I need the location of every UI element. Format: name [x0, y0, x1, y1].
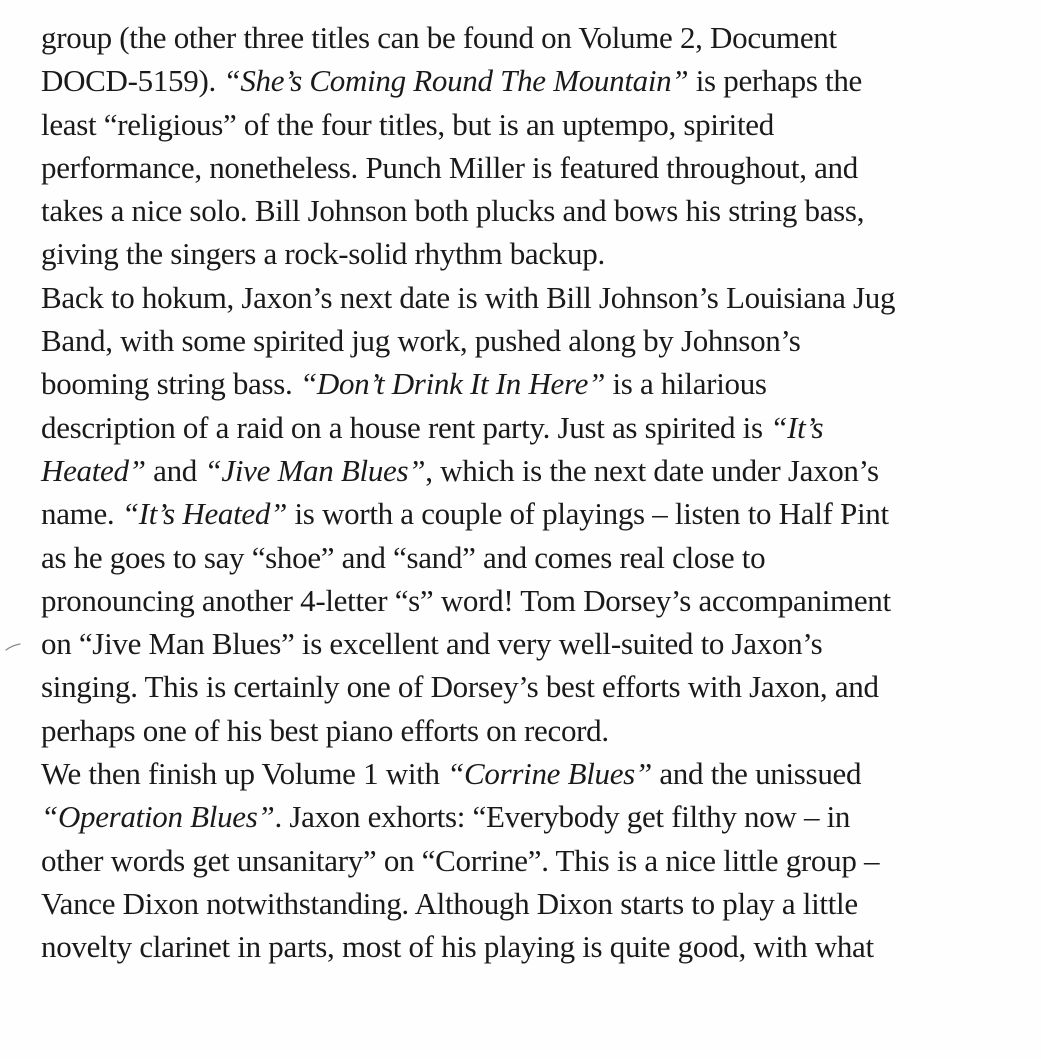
text-line — [41, 665, 1016, 708]
body-text — [41, 16, 1016, 969]
margin-pencil-mark-icon — [4, 641, 26, 653]
body-text-segment: Back to hokum, Jaxon’s next date is with Bill Johnson’s Louisiana Jug — [41, 279, 896, 315]
italic-title-text: “Jive Man Blues” — [204, 452, 426, 488]
text-line — [41, 232, 1016, 275]
body-text-segment: pronouncing another 4-letter “s” word! Tom Dorsey’s accompaniment — [41, 582, 891, 618]
text-line — [41, 709, 1016, 752]
italic-title-text: “Operation Blues” — [41, 799, 275, 835]
text-line — [41, 622, 1016, 665]
body-text-segment: group (the other three titles can be found on Volume 2, Document — [41, 20, 837, 55]
text-line — [41, 319, 1016, 362]
text-line — [41, 449, 1016, 492]
text-line — [41, 103, 1016, 146]
body-text-segment: name. — [41, 496, 122, 532]
body-text-segment: is a hilarious — [605, 366, 767, 402]
body-text-segment: , which is the next date under Jaxon’s — [425, 452, 879, 488]
text-line — [41, 362, 1016, 405]
text-line — [41, 579, 1016, 622]
italic-title-text: “Don’t Drink It In Here” — [299, 366, 606, 402]
body-text-segment: and — [145, 452, 205, 488]
body-text-segment: perhaps one of his best piano efforts on record. — [41, 712, 609, 748]
body-text-segment: Vance Dixon notwithstanding. Although Dixon starts to play a little — [41, 885, 858, 921]
text-line — [41, 406, 1016, 449]
text-line — [41, 925, 1016, 968]
text-line — [41, 16, 1016, 59]
text-line — [41, 882, 1016, 925]
body-text-segment: and the unissued — [651, 756, 862, 792]
body-text-segment: is worth a couple of playings – listen to Half Pint — [287, 496, 889, 532]
body-text-segment: is perhaps the — [688, 63, 863, 99]
italic-title-text: “It’s — [770, 409, 824, 445]
body-text-segment: giving the singers a rock-solid rhythm backup. — [41, 236, 605, 272]
text-line — [41, 752, 1016, 795]
body-text-segment: novelty clarinet in parts, most of his playing is quite good, with what — [41, 929, 874, 965]
body-text-segment: DOCD-5159). — [41, 63, 224, 99]
body-text-segment: . Jaxon exhorts: “Everybody get filthy now – in — [274, 799, 851, 835]
italic-title-text: “She’s Coming Round The Mountain” — [223, 63, 689, 99]
text-line — [41, 492, 1016, 535]
body-text-segment: other words get unsanitary” on “Corrine”. This is a nice little group – — [41, 842, 880, 878]
italic-title-text: “Corrine Blues” — [447, 756, 652, 792]
italic-title-text: “It’s Heated” — [121, 496, 288, 532]
body-text-segment: singing. This is certainly one of Dorsey’s best efforts with Jaxon, and — [41, 669, 879, 705]
body-text-segment: on “Jive Man Blues” is excellent and very well-suited to Jaxon’s — [41, 626, 823, 662]
text-line — [41, 59, 1016, 102]
body-text-segment: description of a raid on a house rent party. Just as spirited is — [41, 409, 771, 445]
body-text-segment: Band, with some spirited jug work, pushed along by Johnson’s — [41, 323, 801, 359]
text-line — [41, 146, 1016, 189]
text-line — [41, 189, 1016, 232]
body-text-segment: takes a nice solo. Bill Johnson both plucks and bows his string bass, — [41, 193, 865, 229]
body-text-segment: as he goes to say “shoe” and “sand” and comes real close to — [41, 539, 766, 575]
body-text-segment: booming string bass. — [41, 366, 300, 402]
body-text-segment: least “religious” of the four titles, but is an uptempo, spirited — [41, 106, 774, 142]
text-line — [41, 276, 1016, 319]
text-line — [41, 536, 1016, 579]
italic-title-text: Heated” — [41, 452, 146, 488]
text-line — [41, 795, 1016, 838]
body-text-segment: performance, nonetheless. Punch Miller is featured throughout, and — [41, 149, 858, 185]
body-text-segment: We then finish up Volume 1 with — [41, 756, 448, 792]
text-line — [41, 839, 1016, 882]
